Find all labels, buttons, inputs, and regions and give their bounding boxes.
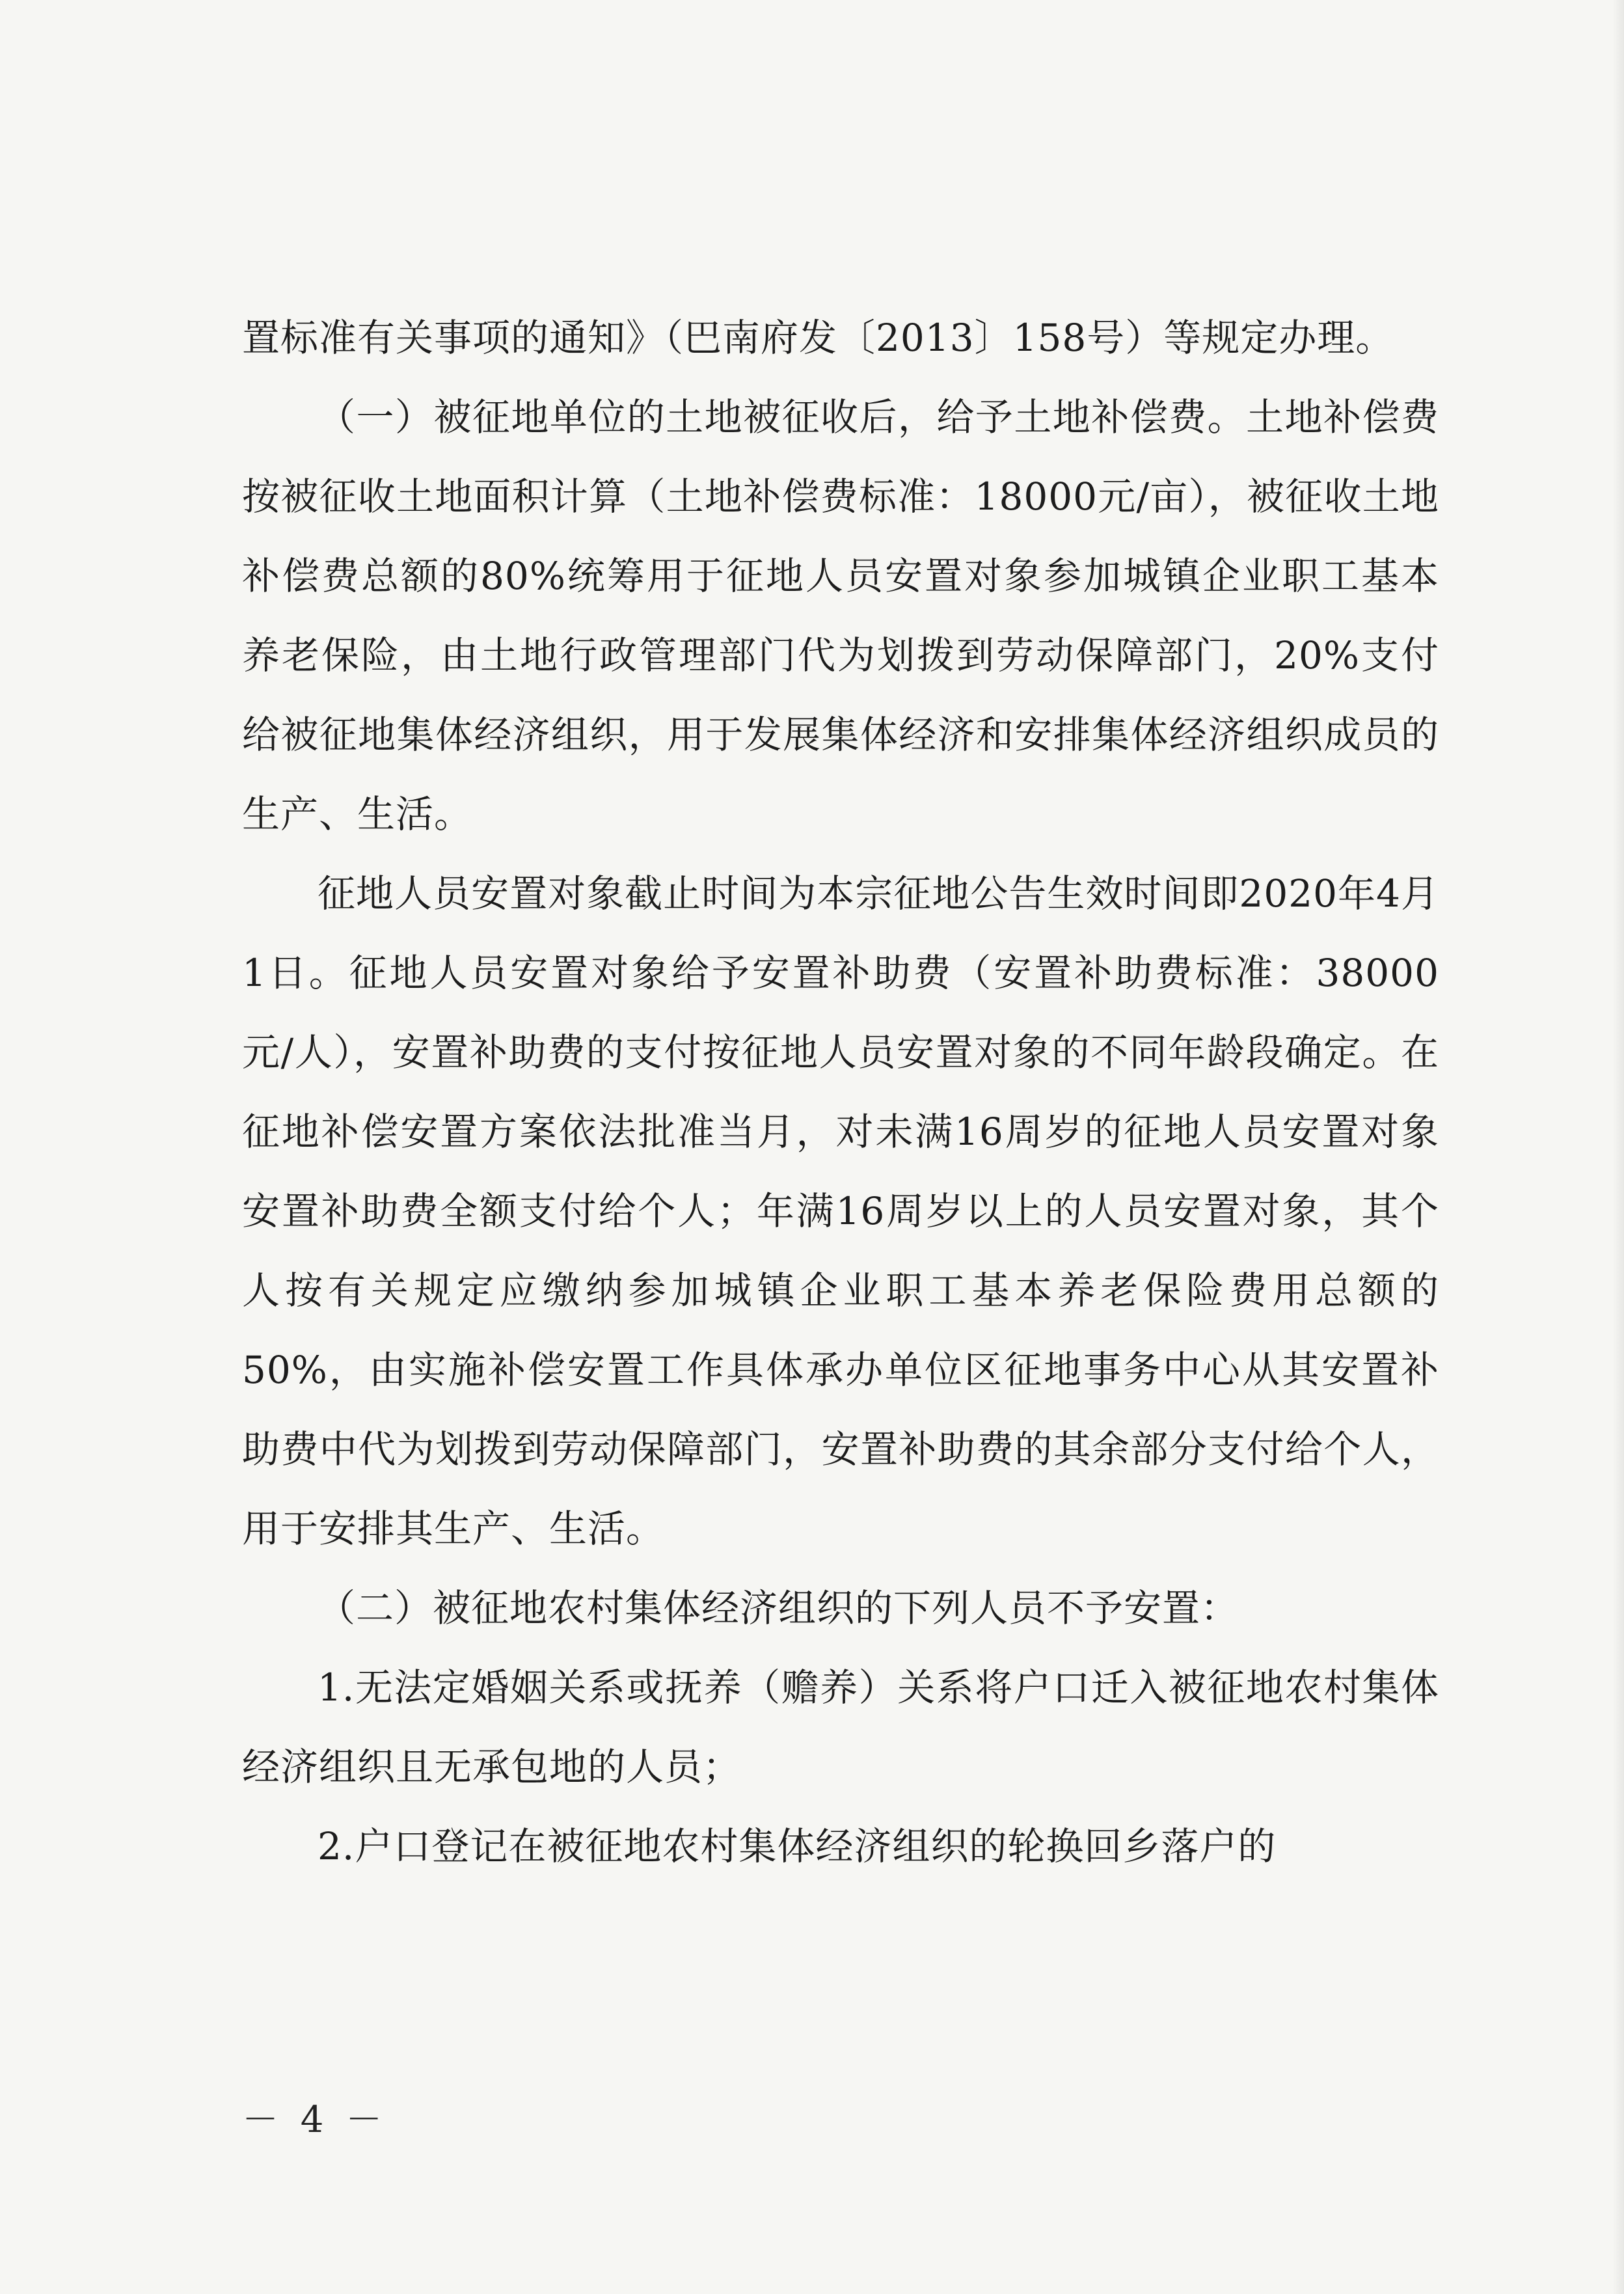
paragraph-item-2: 2.户口登记在被征地农村集体经济组织的轮换回乡落户的 bbox=[318, 1824, 1277, 1868]
paragraph-land-compensation: （一）被征地单位的土地被征收后，给予土地补偿费。土地补偿费按被征收土地面积计算（土地补偿费标准：18000元/亩），被征收土地补偿费总额的80%统筹用于征地人员安置对象参加城镇企业职工基本养老保险，由土地行政管理部门代为划拨到劳动保障部门，20%支付给被征地集体经济组织，用于发展集体经济和安排集体经济组织成员的生产、生活。 bbox=[242, 395, 1439, 836]
page-number: － 4 － bbox=[242, 2099, 388, 2141]
paragraph-continuation: 置标准有关事项的通知》（巴南府发〔2013〕158号）等规定办理。 bbox=[242, 316, 1394, 360]
document-body bbox=[242, 298, 1439, 1886]
paragraph-resettlement-subsidy: 征地人员安置对象截止时间为本宗征地公告生效时间即2020年4月1日。征地人员安置对象给予安置补助费（安置补助费标准：38000元/人），安置补助费的支付按征地人员安置对象的不同年龄段确定。在征地补偿安置方案依法批准当月，对未满16周岁的征地人员安置对象安置补助费全额支付给个人；年满16周岁以上的人员安置对象，其个人按有关规定应缴纳参加城镇企业职工基本养老保险费用总额的50%，由实施补偿安置工作具体承办单位区征地事务中心从其安置补助费中代为划拨到劳动保障部门，安置补助费的其余部分支付给个人，用于安排其生产、生活。 bbox=[242, 871, 1439, 1551]
scan-edge-shadow bbox=[1612, 0, 1624, 2294]
paragraph-item-1: 1.无法定婚姻关系或抚养（赡养）关系将户口迁入被征地农村集体经济组织且无承包地的人员； bbox=[242, 1665, 1439, 1789]
paragraph-not-resettled-heading: （二）被征地农村集体经济组织的下列人员不予安置： bbox=[318, 1586, 1239, 1630]
